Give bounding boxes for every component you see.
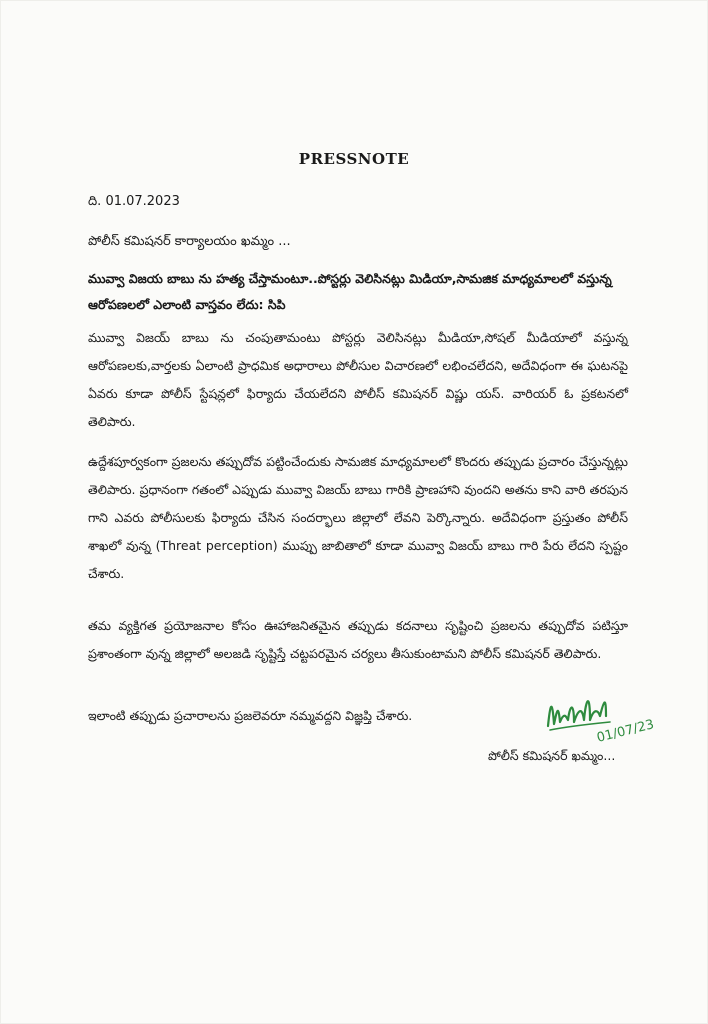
document-title: PRESSNOTE (298, 150, 410, 168)
document-date: ది. 01.07.2023 (88, 194, 180, 209)
paragraph-3: తమ వ్యక్తిగత ప్రయోజనాల కోసం ఊహాజనితమైన తప్పుడు కదనాలు సృష్టించి ప్రజలను తప్పుదోవ పటిస్తూ ప్రశాంతంగా వున్న జిల్లాలో అలజడి సృష్టిస్తే చట్టపరమైన చర్యలు తీసుకుంటామని పోలీస్ కమిషనర్ తెలిపారు. (88, 618, 628, 661)
handwritten-signature (540, 686, 660, 746)
closing-line: ఇలాంటి తప్పుడు ప్రచారాలను ప్రజలెవరూ నమ్మవద్దని విజ్ఞప్తి చేశారు. (88, 708, 413, 723)
paragraph-1: మువ్వా విజయ్ బాబు ను చంపుతామంటు పోస్టర్లు వెలిసినట్లు మీడియా,సోషల్ మీడియాలో వస్తున్న ఆరోపణలకు,వార్తలకు ఏలాంటి ప్రాధమిక అధారాలు పోలీసుల విచారణలో లభించలేదని, అదేవిధంగా ఈ ఘటనపై ఏవరు కూడా పోలీస్ స్టేషన్లలో ఫిర్యాదు చేయలేదని పోలీస్ కమిషనర్ విష్ణు యస్. వారియర్ ఓ ప్రకటనలో తెలిపారు. (88, 330, 628, 429)
signature-date: 01/07/23 (595, 717, 656, 746)
paragraph-2: ఉద్దేశపూర్వకంగా ప్రజలను తప్పుదోవ పట్టించేందుకు సామజిక మాధ్యమాలలో కొందరు తప్పుడు ప్రచారం చేస్తున్నట్లు తెలిపారు. ప్రధానంగా గతంలో ఎప్పుడు మువ్వా విజయ్ బాబు గారికి ప్రాణహాని వుందని అతను కాని వారి తరపున గాని ఎవరు పోలీసులకు ఫిర్యాదు చేసిన సందర్భాలు జిల్లాలో లేవని పెర్కొన్నారు. అదేవిధంగా ప్రస్తుతం పోలీస్ శాఖలో వున్న (Threat perception) ముప్పు జాబితాలో కూడా మువ్వా విజయ్ బాబు గారి పేరు లేదని స్పష్టం చేశారు. (88, 454, 628, 581)
office-line: పోలీస్ కమిషనర్ కార్యాలయం ఖమ్మం ... (88, 234, 291, 249)
signatory-line: పోలీస్ కమిషనర్ ఖమ్మం... (488, 748, 616, 763)
subject-line: మువ్వా విజయ బాబు ను హత్య చేస్తామంటూ..పోస్టర్లు వెలిసినట్లు మిడియా,సామజిక మాధ్యమాలలో వస్తున్న ఆరోపణలలో ఎలాంటి వాస్తవం లేదు: సిపి (88, 271, 612, 312)
